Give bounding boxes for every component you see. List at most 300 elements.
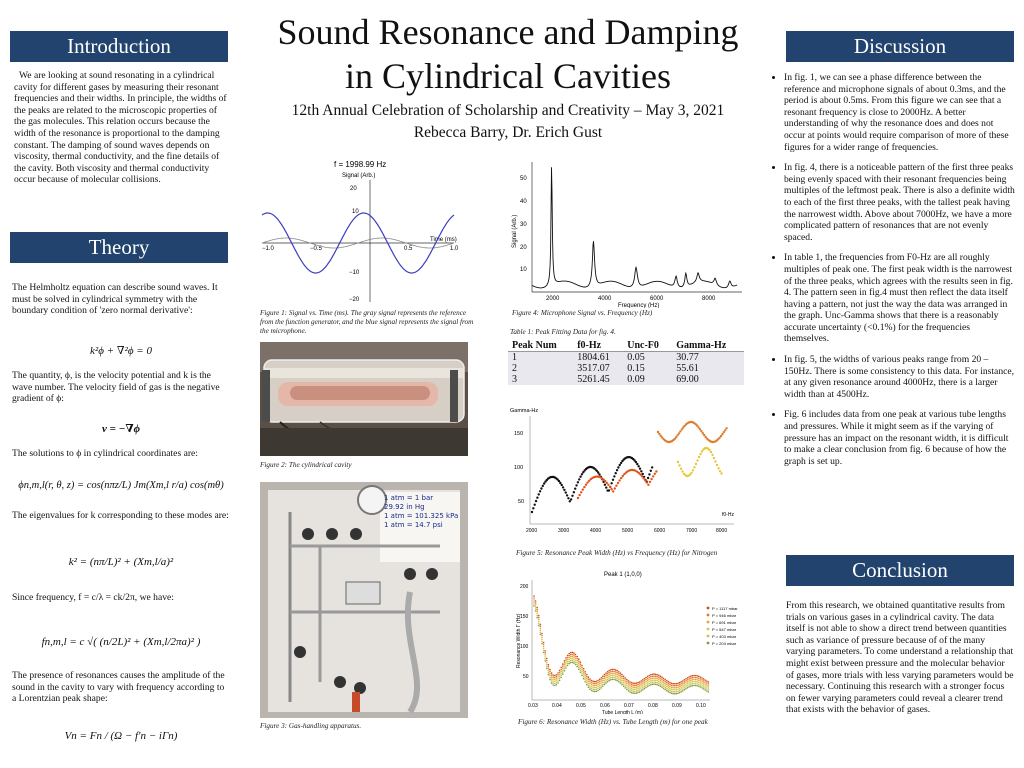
data-point bbox=[579, 476, 581, 478]
data-point bbox=[624, 685, 626, 687]
data-point bbox=[668, 689, 670, 691]
data-point bbox=[564, 670, 566, 672]
figure-1-caption: Figure 1: Signal vs. Time (ms). The gray signal represents the reference from the function generator, and the blue signal represents the signal from the microphone. bbox=[260, 309, 474, 335]
data-point bbox=[581, 473, 583, 475]
data-point bbox=[538, 493, 540, 495]
data-point bbox=[557, 674, 559, 676]
fig6-legend bbox=[707, 606, 739, 646]
data-point bbox=[573, 656, 575, 658]
data-point bbox=[566, 494, 568, 496]
data-point bbox=[549, 675, 551, 677]
data-point bbox=[552, 682, 554, 684]
data-point bbox=[577, 481, 579, 483]
data-point bbox=[664, 681, 666, 683]
data-point bbox=[575, 664, 577, 666]
data-point bbox=[668, 687, 670, 689]
data-point bbox=[645, 685, 647, 687]
data-point bbox=[687, 681, 689, 683]
data-point bbox=[666, 680, 668, 682]
data-point bbox=[674, 685, 676, 687]
data-point bbox=[658, 683, 660, 685]
data-point bbox=[548, 668, 550, 670]
fig4-ytick: 30 bbox=[520, 222, 527, 228]
data-point bbox=[607, 679, 609, 681]
fig6-xtick: 0.03 bbox=[528, 703, 538, 709]
data-point bbox=[650, 470, 652, 472]
data-point bbox=[570, 498, 572, 500]
data-point bbox=[565, 661, 567, 663]
data-point bbox=[671, 683, 673, 685]
data-point bbox=[552, 678, 554, 680]
data-point bbox=[538, 625, 540, 627]
data-point bbox=[538, 623, 540, 625]
data-point bbox=[672, 683, 674, 685]
fig4-ytick: 40 bbox=[520, 199, 527, 205]
data-point bbox=[561, 484, 563, 486]
data-point bbox=[604, 484, 606, 486]
fig1-xtick: −1.0 bbox=[262, 246, 274, 252]
data-point bbox=[672, 691, 674, 693]
legend-swatch bbox=[707, 635, 710, 638]
data-point bbox=[589, 680, 591, 682]
data-point bbox=[688, 682, 690, 684]
data-point bbox=[693, 677, 695, 679]
data-point bbox=[642, 681, 644, 683]
data-point bbox=[666, 690, 668, 692]
data-point bbox=[644, 680, 646, 682]
data-point bbox=[588, 680, 590, 682]
data-point bbox=[719, 470, 721, 472]
data-point bbox=[543, 648, 545, 650]
data-point bbox=[653, 681, 655, 683]
data-point bbox=[671, 687, 673, 689]
data-point bbox=[610, 673, 612, 675]
figure-3-caption: Figure 3: Gas-handling apparatus. bbox=[260, 722, 362, 730]
data-point bbox=[613, 475, 615, 477]
data-point bbox=[612, 671, 614, 673]
data-point bbox=[631, 682, 633, 684]
data-point bbox=[632, 690, 634, 692]
data-point bbox=[575, 654, 577, 656]
data-point bbox=[586, 684, 588, 686]
theory-p4: The eigenvalues for k corresponding to these modes are: bbox=[12, 510, 229, 521]
data-point bbox=[704, 689, 706, 691]
data-point bbox=[583, 670, 585, 672]
data-point bbox=[613, 677, 615, 679]
data-point bbox=[612, 479, 614, 481]
data-point bbox=[651, 466, 653, 468]
data-point bbox=[628, 686, 630, 688]
data-point bbox=[604, 680, 606, 682]
data-point bbox=[573, 491, 575, 493]
data-point bbox=[605, 674, 607, 676]
data-point bbox=[701, 679, 703, 681]
data-point bbox=[674, 687, 676, 689]
data-point bbox=[642, 687, 644, 689]
fig6-ytick: 150 bbox=[520, 614, 529, 620]
data-point bbox=[567, 497, 569, 499]
data-point bbox=[610, 677, 612, 679]
data-point bbox=[583, 674, 585, 676]
data-point bbox=[543, 644, 545, 646]
data-point bbox=[660, 681, 662, 683]
data-point bbox=[684, 679, 686, 681]
data-point bbox=[687, 685, 689, 687]
data-point bbox=[591, 684, 593, 686]
data-point bbox=[607, 484, 609, 486]
data-point bbox=[600, 687, 602, 689]
data-point bbox=[626, 687, 628, 689]
data-point bbox=[685, 688, 687, 690]
data-point bbox=[605, 682, 607, 684]
theory-p5: Since frequency, f = c/λ = ck/2π, we have: bbox=[12, 592, 174, 603]
data-point bbox=[554, 683, 556, 685]
data-point bbox=[661, 680, 663, 682]
data-point bbox=[535, 600, 537, 602]
data-point bbox=[637, 692, 639, 694]
data-point bbox=[658, 685, 660, 687]
theory-p3: The solutions to ϕ in cylindrical coordinates are: bbox=[12, 448, 198, 459]
data-point bbox=[612, 677, 614, 679]
data-point bbox=[695, 679, 697, 681]
data-point bbox=[669, 684, 671, 686]
fig5-xtick: 8000 bbox=[716, 528, 728, 534]
data-point bbox=[548, 674, 550, 676]
theory-p2: The quantity, ϕ, is the velocity potential and k is the wave number. The velocity field of gas is the negative gradient of ϕ: bbox=[12, 370, 220, 405]
data-point bbox=[653, 683, 655, 685]
data-point bbox=[684, 689, 686, 691]
data-point bbox=[599, 685, 601, 687]
data-point bbox=[570, 652, 572, 654]
fig4-xtick: 2000 bbox=[546, 296, 560, 302]
data-point bbox=[581, 671, 583, 673]
data-point bbox=[655, 676, 657, 678]
data-point bbox=[647, 676, 649, 678]
data-point bbox=[708, 683, 710, 685]
fig5-ytick: 150 bbox=[514, 431, 524, 437]
fig4-xtick: 6000 bbox=[650, 296, 664, 302]
data-point bbox=[564, 662, 566, 664]
data-point bbox=[605, 486, 607, 488]
data-point bbox=[596, 683, 598, 685]
data-point bbox=[620, 672, 622, 674]
data-point bbox=[679, 688, 681, 690]
table-cell: 1 bbox=[508, 352, 573, 364]
data-point bbox=[596, 685, 598, 687]
data-point bbox=[557, 678, 559, 680]
data-point bbox=[576, 662, 578, 664]
data-point bbox=[678, 464, 680, 466]
data-point bbox=[663, 688, 665, 690]
data-point bbox=[572, 652, 574, 654]
data-point bbox=[701, 685, 703, 687]
data-point bbox=[618, 479, 620, 481]
data-point bbox=[676, 685, 678, 687]
data-point bbox=[549, 677, 551, 679]
data-point bbox=[658, 681, 660, 683]
fig6-title: Peak 1 (1,0,0) bbox=[604, 572, 642, 578]
data-point bbox=[639, 689, 641, 691]
data-point bbox=[616, 676, 618, 678]
data-point bbox=[634, 689, 636, 691]
data-point bbox=[706, 682, 708, 684]
data-point bbox=[677, 683, 679, 685]
fig6-ytick: 200 bbox=[520, 584, 529, 590]
legend-swatch bbox=[707, 614, 710, 617]
data-point bbox=[605, 680, 607, 682]
data-point bbox=[544, 658, 546, 660]
data-point bbox=[654, 473, 656, 475]
data-point bbox=[696, 683, 698, 685]
data-point bbox=[669, 682, 671, 684]
data-point bbox=[607, 677, 609, 679]
data-point bbox=[685, 684, 687, 686]
theory-p6: The presence of resonances causes the amplitude of the sound in the cavity to vary with frequency according to a Lorentzian peak shape: bbox=[12, 670, 225, 705]
data-point bbox=[661, 682, 663, 684]
data-point bbox=[629, 691, 631, 693]
data-point bbox=[586, 682, 588, 684]
data-point bbox=[543, 652, 545, 654]
data-point bbox=[704, 683, 706, 685]
data-point bbox=[606, 482, 608, 484]
data-point bbox=[703, 680, 705, 682]
data-point bbox=[565, 665, 567, 667]
fig5-xtick: 5000 bbox=[622, 528, 634, 534]
data-point bbox=[623, 682, 625, 684]
data-point bbox=[592, 681, 594, 683]
data-point bbox=[588, 682, 590, 684]
data-point bbox=[602, 680, 604, 682]
data-point bbox=[634, 685, 636, 687]
data-point bbox=[607, 681, 609, 683]
data-point bbox=[650, 682, 652, 684]
data-point bbox=[663, 678, 665, 680]
data-point bbox=[600, 677, 602, 679]
data-point bbox=[618, 673, 620, 675]
data-point bbox=[556, 674, 558, 676]
data-point bbox=[677, 693, 679, 695]
data-point bbox=[536, 497, 538, 499]
data-point bbox=[704, 679, 706, 681]
data-point bbox=[600, 685, 602, 687]
fig4-xtick: 8000 bbox=[702, 296, 716, 302]
data-point bbox=[567, 659, 569, 661]
data-point bbox=[692, 683, 694, 685]
data-point bbox=[687, 677, 689, 679]
table-cell: 0.05 bbox=[623, 352, 672, 364]
conclusion-text: From this research, we obtained quantitative results from trials on various gases in a cylindrical cavity. The data itself is not able to show a direct trend between quantities such as variance of pressure because of of the many varying parameters. To come understand a relationship that might exist between pressure and the molecular behavior of gases, more trials with less varying parameters would be necessary. Continuing this research with a stronger focus on fewer varying parameters could reveal a clearer trend that exists with the behavior of gases. bbox=[786, 600, 1014, 716]
data-point bbox=[693, 683, 695, 685]
fig4-ytick: 50 bbox=[520, 176, 527, 182]
data-point bbox=[540, 487, 542, 489]
data-point bbox=[541, 633, 543, 635]
data-point bbox=[647, 686, 649, 688]
data-point bbox=[594, 687, 596, 689]
data-point bbox=[602, 686, 604, 688]
data-point bbox=[557, 680, 559, 682]
discussion-text bbox=[770, 72, 1016, 476]
data-point bbox=[622, 475, 624, 477]
data-point bbox=[560, 667, 562, 669]
fig5-xtick: 3000 bbox=[558, 528, 570, 534]
data-point bbox=[639, 468, 641, 470]
data-point bbox=[629, 681, 631, 683]
data-point bbox=[618, 679, 620, 681]
fig1-ytick: −20 bbox=[349, 297, 360, 303]
data-point bbox=[684, 683, 686, 685]
data-point bbox=[533, 599, 535, 601]
data-point bbox=[698, 456, 700, 458]
data-point bbox=[559, 482, 561, 484]
data-point bbox=[626, 683, 628, 685]
data-point bbox=[610, 679, 612, 681]
data-point bbox=[621, 680, 623, 682]
figure-2-cavity-photo bbox=[260, 342, 468, 456]
data-point bbox=[556, 684, 558, 686]
data-point bbox=[575, 660, 577, 662]
data-point bbox=[700, 684, 702, 686]
data-point bbox=[708, 449, 710, 451]
fig6-ytick: 50 bbox=[523, 674, 529, 680]
data-point bbox=[666, 686, 668, 688]
data-point bbox=[701, 681, 703, 683]
data-point bbox=[552, 684, 554, 686]
data-point bbox=[621, 684, 623, 686]
data-point bbox=[583, 668, 585, 670]
data-point bbox=[695, 463, 697, 465]
data-point bbox=[608, 672, 610, 674]
data-point bbox=[645, 681, 647, 683]
table-cell: 0.09 bbox=[623, 374, 672, 385]
equation-eigenvalues: k² = (nπ/L)² + (Xm,l/a)² bbox=[68, 556, 174, 568]
data-point bbox=[648, 681, 650, 683]
data-point bbox=[664, 685, 666, 687]
data-point bbox=[637, 684, 639, 686]
data-point bbox=[543, 646, 545, 648]
theory-p1: The Helmholtz equation can describe sound waves. It must be solved in cylindrical symmetry with the boundary condition of 'zero normal derivative': bbox=[12, 282, 218, 317]
data-point bbox=[578, 494, 580, 496]
data-point bbox=[680, 681, 682, 683]
data-point bbox=[610, 488, 612, 490]
fig5-data-points bbox=[531, 421, 728, 513]
data-point bbox=[639, 681, 641, 683]
data-point bbox=[613, 673, 615, 675]
data-point bbox=[640, 690, 642, 692]
data-point bbox=[568, 659, 570, 661]
data-point bbox=[666, 682, 668, 684]
data-point bbox=[677, 687, 679, 689]
data-point bbox=[685, 682, 687, 684]
data-point bbox=[533, 601, 535, 603]
data-point bbox=[567, 655, 569, 657]
data-point bbox=[583, 672, 585, 674]
data-point bbox=[615, 677, 617, 679]
data-point bbox=[615, 485, 617, 487]
data-point bbox=[703, 688, 705, 690]
data-point bbox=[612, 675, 614, 677]
data-point bbox=[554, 685, 556, 687]
data-point bbox=[624, 677, 626, 679]
data-point bbox=[703, 684, 705, 686]
data-point bbox=[551, 676, 553, 678]
data-point bbox=[649, 481, 651, 483]
data-point bbox=[721, 433, 723, 435]
data-point bbox=[640, 688, 642, 690]
data-point bbox=[668, 691, 670, 693]
data-point bbox=[642, 685, 644, 687]
data-point bbox=[703, 678, 705, 680]
data-point bbox=[628, 684, 630, 686]
data-point bbox=[708, 691, 710, 693]
data-point bbox=[636, 690, 638, 692]
data-point bbox=[661, 678, 663, 680]
data-point bbox=[538, 619, 540, 621]
fig6-xlabel: Tube Length L (m) bbox=[602, 710, 643, 714]
data-point bbox=[564, 664, 566, 666]
data-point bbox=[591, 682, 593, 684]
figure-3-apparatus-photo bbox=[260, 482, 468, 718]
data-point bbox=[690, 683, 692, 685]
figure-4-caption: Figure 4: Microphone Signal vs. Frequency (Hz) bbox=[512, 309, 653, 317]
data-point bbox=[559, 670, 561, 672]
data-point bbox=[578, 666, 580, 668]
data-point bbox=[637, 690, 639, 692]
data-point bbox=[629, 685, 631, 687]
data-point bbox=[578, 662, 580, 664]
data-point bbox=[616, 674, 618, 676]
data-point bbox=[648, 679, 650, 681]
data-point bbox=[563, 489, 565, 491]
data-point bbox=[562, 665, 564, 667]
data-point bbox=[648, 685, 650, 687]
data-point bbox=[668, 683, 670, 685]
data-point bbox=[672, 685, 674, 687]
data-point bbox=[580, 661, 582, 663]
data-point bbox=[605, 678, 607, 680]
data-point bbox=[668, 685, 670, 687]
data-point bbox=[680, 468, 682, 470]
data-point bbox=[599, 679, 601, 681]
data-point bbox=[687, 687, 689, 689]
data-point bbox=[696, 675, 698, 677]
apparatus-handwritten-note bbox=[384, 494, 458, 530]
data-point bbox=[548, 664, 550, 666]
data-point bbox=[577, 497, 579, 499]
data-point bbox=[666, 688, 668, 690]
data-point bbox=[582, 488, 584, 490]
data-point bbox=[578, 664, 580, 666]
data-point bbox=[592, 685, 594, 687]
data-point bbox=[701, 683, 703, 685]
data-point bbox=[714, 460, 716, 462]
data-point bbox=[571, 495, 573, 497]
data-point bbox=[642, 473, 644, 475]
data-point bbox=[612, 673, 614, 675]
data-point bbox=[612, 490, 614, 492]
data-point bbox=[636, 692, 638, 694]
data-point bbox=[671, 685, 673, 687]
data-point bbox=[554, 675, 556, 677]
data-point bbox=[628, 680, 630, 682]
data-point bbox=[653, 679, 655, 681]
data-point bbox=[701, 677, 703, 679]
data-point bbox=[552, 676, 554, 678]
data-point bbox=[602, 676, 604, 678]
data-point bbox=[674, 691, 676, 693]
fig1-ytick: −10 bbox=[349, 270, 360, 276]
fig6-xtick: 0.06 bbox=[600, 703, 610, 709]
data-point bbox=[615, 673, 617, 675]
